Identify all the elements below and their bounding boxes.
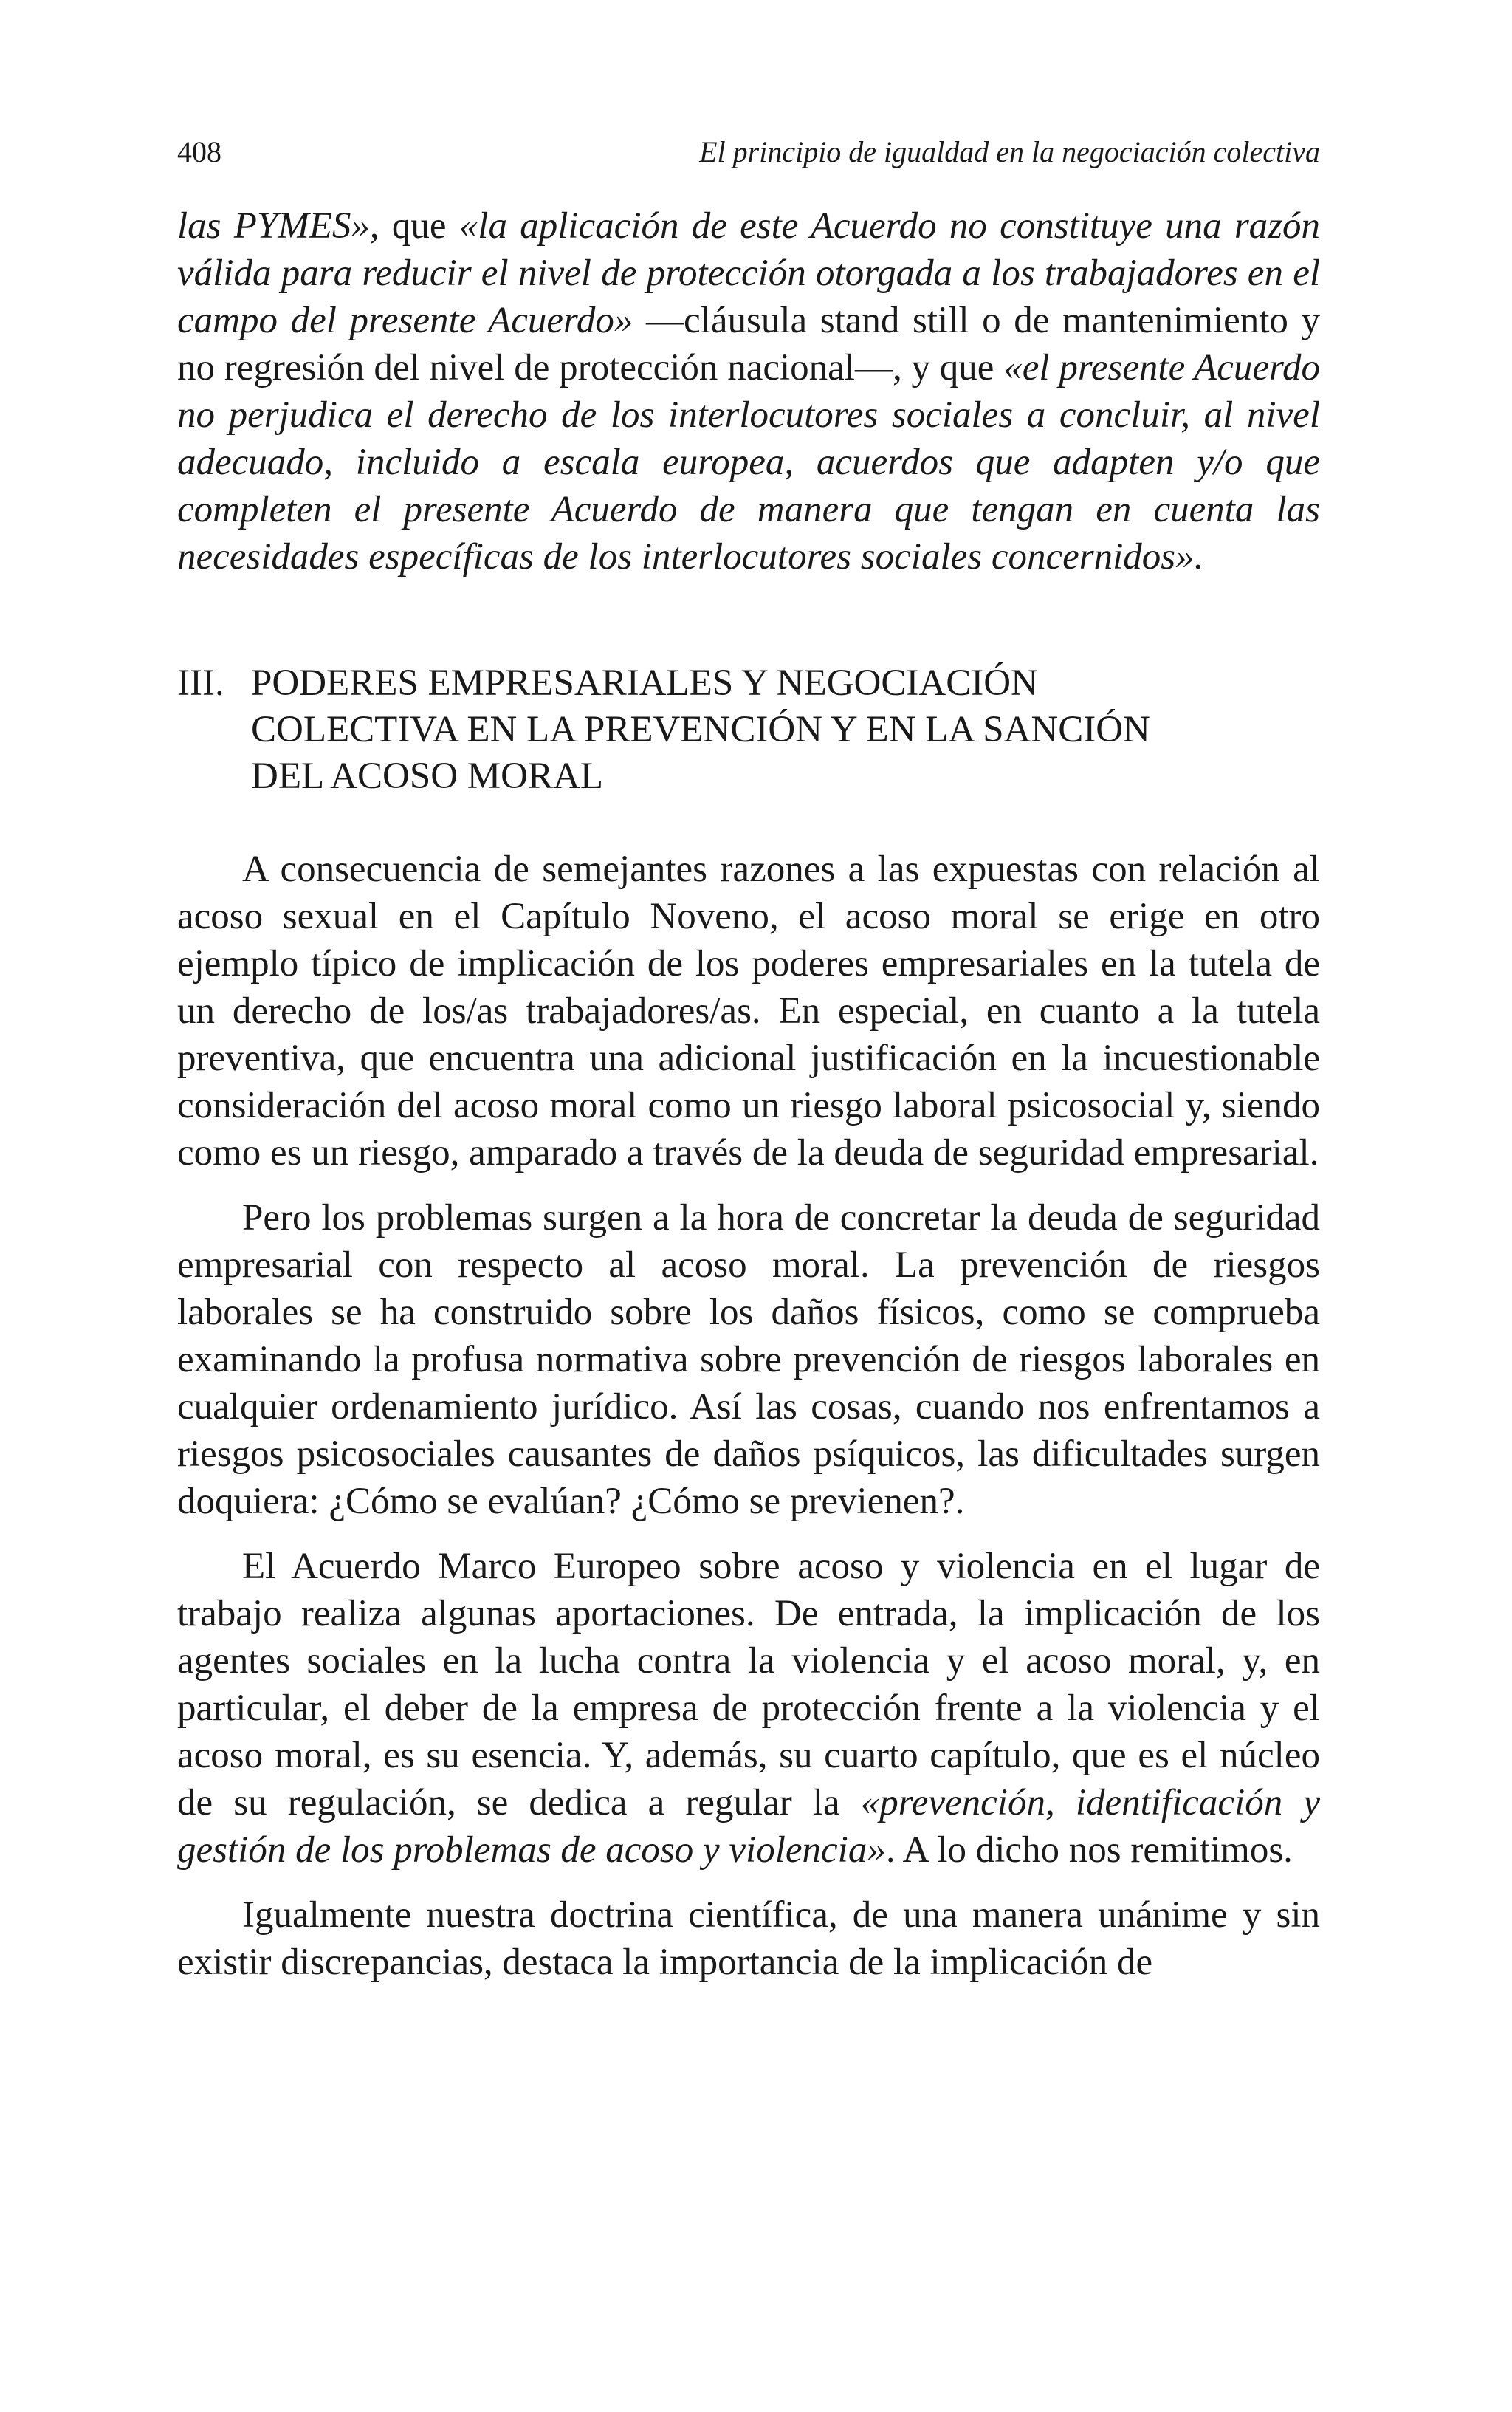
text-segment-italic: las PYMES» <box>177 205 370 247</box>
text-segment: El Acuerdo Marco Europeo sobre acoso y violencia en el lugar de trabajo realiza algunas aportaciones. De entrada, la implicación de los agentes sociales en la lucha contra la violencia y el acoso moral, y, en particular, el deber de la empresa de protección frente a la violencia y el acoso moral, es su esencia. Y, además, su cuarto capítulo, que es el núcleo de su regulación, se dedica a regular la <box>177 1546 1320 1823</box>
section-title <box>251 660 1150 800</box>
book-page <box>177 133 1320 1986</box>
running-header <box>177 133 1320 171</box>
section-title-line: PODERES EMPRESARIALES Y NEGOCIACIÓN <box>251 662 1038 704</box>
paragraph: Igualmente nuestra doctrina científica, de una manera unánime y sin existir discrepancias, destaca la importancia de la implicación de <box>177 1894 1320 1983</box>
section-heading <box>177 660 1320 800</box>
paragraph: Pero los problemas surgen a la hora de concretar la deuda de seguridad empresarial con respecto al acoso moral. La prevención de riesgos laborales se ha construido sobre los daños físicos, como se comprueba examinando la profusa normativa sobre prevención de riesgos laborales en cualquier ordenamiento jurídico. Así las cosas, cuando nos enfrentamos a riesgos psicosociales causantes de daños psíquicos, las dificultades surgen doquiera: ¿Cómo se evalúan? ¿Cómo se previenen?. <box>177 1197 1320 1522</box>
paragraph <box>177 1543 1320 1874</box>
page-number: 408 <box>177 135 221 168</box>
text-segment: —cláusula stand still o de mantenimiento y no regresión del nivel de protección nacional—, y que <box>177 300 1320 388</box>
text-segment-italic: «el presente Acuerdo no perjudica el derecho de los interlocutores sociales a concluir, al nivel adecuado, incluido a escala europea, acuerdos que adapten y/o que completen el presente Acuerdo de manera que tengan en cuenta las necesidades específicas de los interlocutores sociales concernidos». <box>177 347 1320 578</box>
section-title-line: COLECTIVA EN LA PREVENCIÓN Y EN LA SANCIÓN <box>251 709 1150 750</box>
text-segment-italic: «prevención, identificación y gestión de los problemas de acoso y violencia» <box>177 1782 1320 1871</box>
section-title-line: DEL ACOSO MORAL <box>251 756 603 797</box>
running-title: El principio de igualdad en la negociación colectiva <box>699 135 1320 168</box>
text-segment: . A lo dicho nos remitimos. <box>885 1829 1293 1871</box>
paragraph: A consecuencia de semejantes razones a las expuestas con relación al acoso sexual en el Capítulo Noveno, el acoso moral se erige en otro ejemplo típico de implicación de los poderes empresariales en la tutela de un derecho de los/as trabajadores/as. En especial, en cuanto a la tutela preventiva, que encuentra una adicional justificación en la incuestionable consideración del acoso moral como un riesgo laboral psicosocial y, siendo como es un riesgo, amparado a través de la deuda de seguridad empresarial. <box>177 849 1320 1174</box>
text-segment-italic: «la aplicación de este Acuerdo no constituye una razón válida para reducir el nivel de protección otorgada a los trabajadores en el campo del presente Acuerdo» <box>177 205 1321 341</box>
paragraph-continuation <box>177 202 1320 580</box>
section-number: III. <box>177 662 224 704</box>
text-segment: , que <box>369 205 459 247</box>
